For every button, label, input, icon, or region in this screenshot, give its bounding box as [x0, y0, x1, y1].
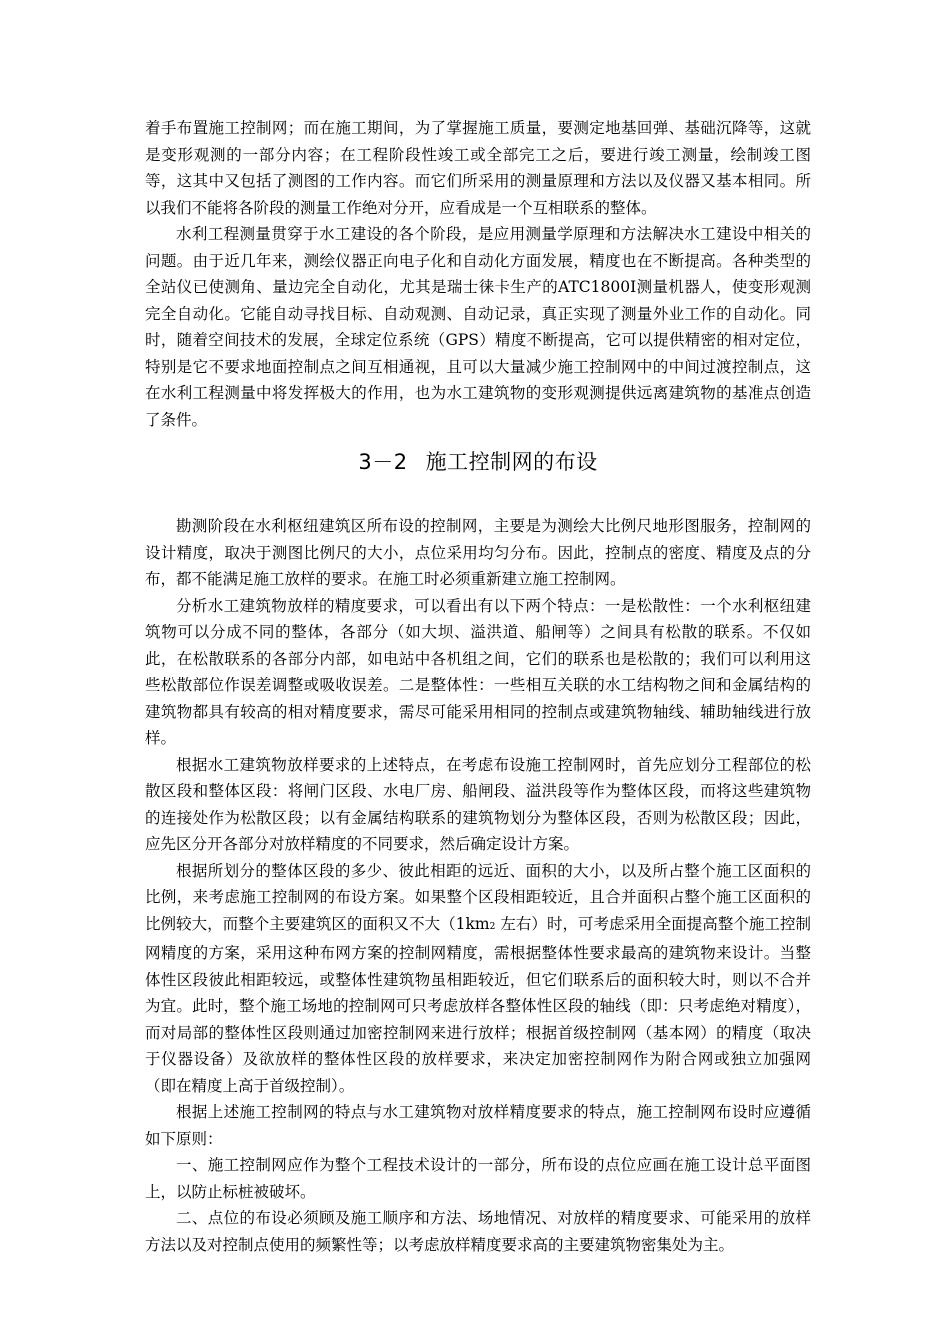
paragraph: 着手布置施工控制网；而在施工期间，为了掌握施工质量，要测定地基回弹、基础沉降等，这就是变形观测的一部分内容；在工程阶段性竣工或全部完工之后，要进行竣工测量，绘制竣工图等，这其中又包括了测图的工作内容。而它们所采用的测量原理和方法以及仪器又基本相同。所以我们不能将各阶段的测量工作绝对分开，应看成是一个互相联系的整体。: [145, 119, 811, 217]
section-number: 3－2: [358, 450, 408, 474]
paragraph: 水利工程测量贯穿于水工建设的各个阶段，是应用测量学原理和方法解决水工建设中相关的问题。由于近几年来，测绘仪器正向电子化和自动化方面发展，精度也在不断提高。各种类型的全站仪已使测角、量边完全自动化，尤其是瑞士徕卡生产的ATC1800I测量机器人，使变形观测完全自动化。它能自动寻找目标、自动观测、自动记录，真正实现了测量外业工作的自动化。同时，随着空间技术的发展，全球定位系统（GPS）精度不断提高，它可以提供精密的相对定位，特别是它不要求地面控制点之间互相通视，且可以大量减少施工控制网中的中间过渡控制点，这在水利工程测量中将发挥极大的作用，也为水工建筑物的变形观测提供远离建筑物的基准点创造了条件。: [145, 225, 811, 429]
superscript: 2: [489, 921, 496, 932]
section-title: 施工控制网的布设: [425, 450, 598, 474]
paragraph: [145, 858, 811, 1100]
paragraph: 勘测阶段在水利枢纽建筑区所布设的控制网，主要是为测绘大比例尺地形图服务，控制网的设计精度，取决于测图比例尺的大小，点位采用均匀分布。因此，控制点的密度、精度及点的分布，都不能满足施工放样的要求。在施工时必须重新建立施工控制网。: [145, 517, 811, 588]
paragraph-text: 左右）时，可考虑采用全面提高整个施工控制网精度的方案，采用这种布网方案的控制网精度，需根据整体性要求最高的建筑物来设计。当整体性区段彼此相距较远，或整体性建筑物虽相距较近，但它们联系后的面积较大时，则以不合并为宜。此时，整个施工场地的控制网可只考虑放样各整体性区段的轴线（即：只考虑绝对精度），而对局部的整体性区段则通过加密控制网来进行放样；根据首级控制网（基本网）的精度（取决于仪器设备）及欲放样的整体性区段的放样要求，来决定加密控制网作为附合网或独立加强网（即在精度上高于首级控制）。: [145, 914, 811, 1095]
paragraph: 一、施工控制网应作为整个工程技术设计的一部分，所布设的点位应画在施工设计总平面图上，以防止标桩被破坏。: [145, 1156, 811, 1201]
section-heading: [145, 447, 811, 477]
section-body: [145, 513, 811, 1258]
paragraph: 分析水工建筑物放样的精度要求，可以看出有以下两个特点：一是松散性：一个水利枢纽建筑物可以分成不同的整体，各部分（如大坝、溢洪道、船闸等）之间具有松散的联系。不仅如此，在松散联系的各部分内部，如电站中各机组之间，它们的联系也是松散的；我们可以利用这些松散部位作误差调整或吸收误差。二是整体性：一些相互关联的水工结构物之间和金属结构的建筑物都具有较高的相对精度要求，需尽可能采用相同的控制点或建筑物轴线、辅助轴线进行放样。: [145, 596, 811, 747]
paragraph: 根据水工建筑物放样要求的上述特点，在考虑布设施工控制网时，首先应划分工程部位的松散区段和整体区段：将闸门区段、水电厂房、船闸段、溢洪段等作为整体区段，而将这些建筑物的连接处作为松散区段；以有金属结构联系的建筑物划分为整体区段，否则为松散区段；因此，应先区分开各部分对放样精度的不同要求，然后确定设计方案。: [145, 755, 811, 853]
continuation-text: [145, 115, 811, 433]
paragraph: 二、点位的布设必须顾及施工顺序和方法、场地情况、对放样的精度要求、可能采用的放样方法以及对控制点使用的频繁性等；以考虑放样精度要求高的主要建筑物密集处为主。: [145, 1209, 811, 1254]
paragraph: 根据上述施工控制网的特点与水工建筑物对放样精度要求的特点，施工控制网布设时应遵循如下原则：: [145, 1103, 811, 1148]
paragraph-text: 根据所划分的整体区段的多少、彼此相距的远近、面积的大小，以及所占整个施工区面积的比例，来考虑施工控制网的布设方案。如果整个区段相距较近，且合并面积占整个施工区面积的比例较大，而整个主要建筑区的面积又不大（1km: [145, 861, 811, 933]
